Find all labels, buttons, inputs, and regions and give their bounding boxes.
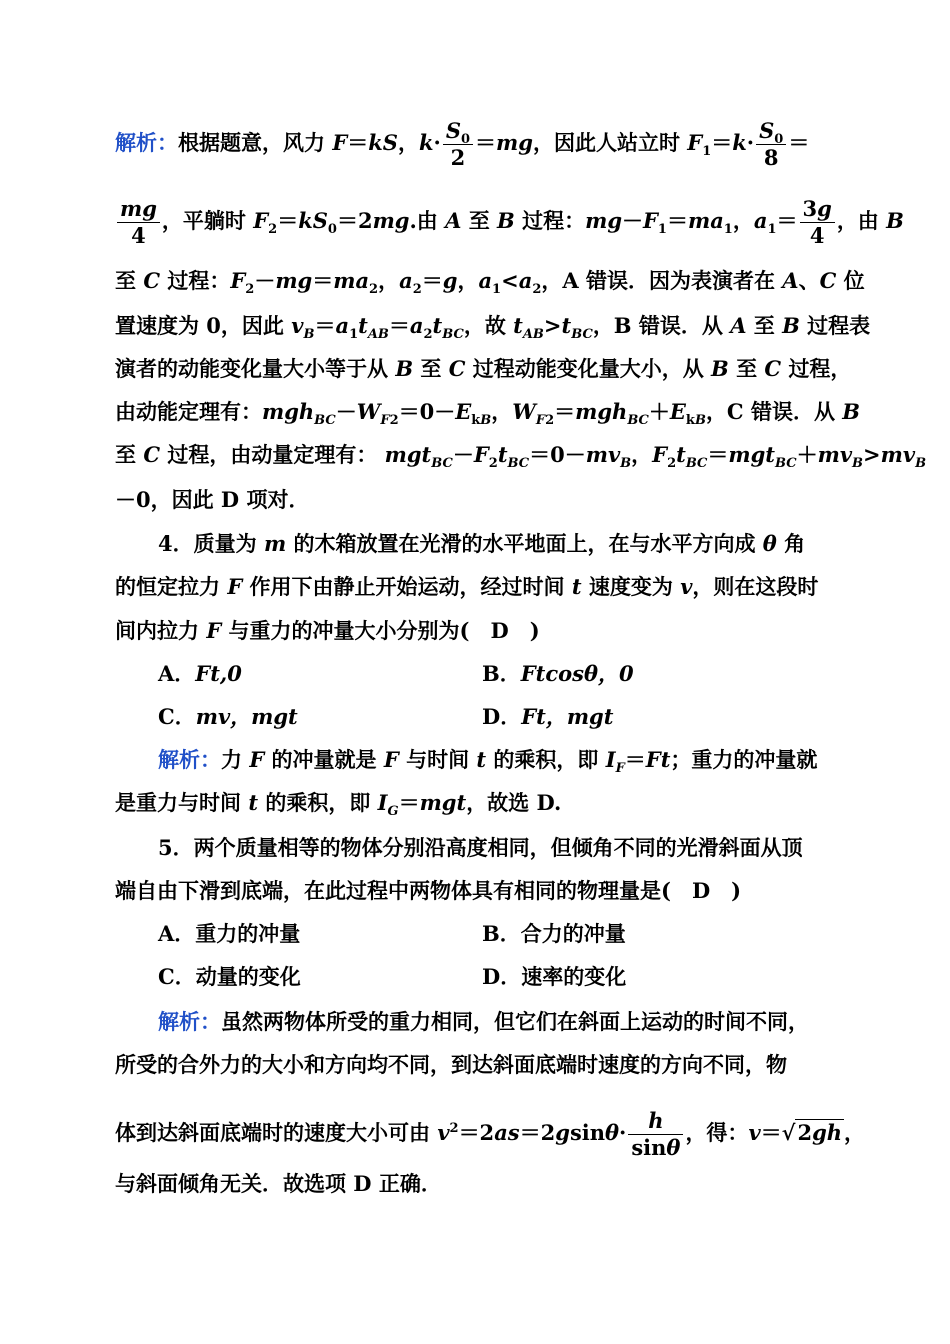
solution-3-line-6: 由动能定理有：$mgh_{BC}-W_{F2}=0-E_{kB}$，$W_{F2}=mgh_{BC}+E_{kB}$，C 错误．从 B xyxy=(115,399,861,428)
answer-5: D xyxy=(691,878,711,903)
solution-label: 解析： xyxy=(158,1009,221,1034)
solution-3-line-4: 置速度为 0，因此 $v_B=a_1t_{AB}=a_2t_{BC}$，故 $t_{AB}>t_{BC}$，B 错误．从 A 至 B 过程表 xyxy=(115,313,871,342)
solution-3-line-3: 至 C 过程：$F_2-mg=ma_2$，$a_2=g$，$a_1<a_2$，A 错误．因为表演者在 A、C 位 xyxy=(115,268,865,297)
option-a: A．Ft,0 xyxy=(158,661,242,686)
solution-3-line-8: －0，因此 D 项对． xyxy=(115,487,310,512)
question-4-line-2: 的恒定拉力 F 作用下由静止开始运动，经过时间 t 速度变为 v，则在这段时 xyxy=(115,574,819,599)
question-4-line-1: 4．质量为 m 的木箱放置在光滑的水平地面上，在与水平方向成 θ 角 xyxy=(158,531,806,556)
solution-5-line-4: 与斜面倾角无关．故选项 D 正确． xyxy=(115,1171,442,1196)
sqrt-expression: 2gh xyxy=(797,1120,843,1145)
option-c: C．动量的变化 xyxy=(158,964,301,989)
option-d: D．Ft，mgt xyxy=(482,704,614,729)
solution-3-line-2: $\frac{mg}{4}$ ，平躺时 $F_2=kS_0=2mg$.由 A 至 B 过程：$mg-F_1=ma_1$，$a_1=$ $\frac{3g}{4}$ ，由 B xyxy=(115,196,837,249)
solution-3-line-7: 至 C 过程，由动量定理有： $mgt_{BC}-F_2t_{BC}=0-mv_B$，$F_2t_{BC}=mgt_{BC}+mv_B>mv_B$ xyxy=(115,442,927,471)
fraction: $\frac{3g}{4}$ xyxy=(800,196,835,249)
fraction: $\frac{S_0}{2}$ xyxy=(443,118,473,171)
option-a: A．重力的冲量 xyxy=(158,921,301,946)
solution-4-line-2: 是重力与时间 t 的乘积，即 $I_G=mgt$，故选 D. xyxy=(115,790,562,819)
fraction: $\frac{S_0}{8}$ xyxy=(756,118,786,171)
solution-5-line-1: 解析：虽然两物体所受的重力相同，但它们在斜面上运动的时间不同， xyxy=(158,1009,809,1034)
solution-3-line-5: 演者的动能变化量大小等于从 B 至 C 过程动能变化量大小，从 B 至 C 过程， xyxy=(115,356,852,381)
solution-5-line-3: 体到达斜面底端时的速度大小可由 $v^2=2as=2gsin\theta\cdot$ $\frac{h}{\sin\theta}$ ，得：v＝√2gh， xyxy=(115,1108,866,1160)
question-5-line-1: 5．两个质量相等的物体分别沿高度相同，但倾角不同的光滑斜面从顶 xyxy=(158,835,803,860)
solution-3-line-1: 解析：根据题意，风力 F＝kS，k· $\frac{S_0}{2}$ ＝mg，因此人站立时 $F_1=k\cdot$ $\frac{S_0}{8}$ ＝ xyxy=(115,118,810,170)
solution-label: 解析： xyxy=(158,747,221,772)
fraction: $\frac{h}{\sin\theta}$ xyxy=(628,1108,683,1161)
solution-4-line-1: 解析：力 F 的冲量就是 F 与时间 t 的乘积，即 $I_F=Ft$；重力的冲量就 xyxy=(158,747,818,776)
solution-label: 解析： xyxy=(115,130,178,155)
option-b: B．Ftcosθ，0 xyxy=(482,661,634,686)
answer-4: D xyxy=(490,618,509,643)
option-d: D．速率的变化 xyxy=(482,964,627,989)
question-5-line-2: 端自由下滑到底端，在此过程中两物体具有相同的物理量是( D ) xyxy=(115,878,742,903)
solution-5-line-2: 所受的合外力的大小和方向均不同，到达斜面底端时速度的方向不同，物 xyxy=(115,1052,787,1077)
fraction: $\frac{mg}{4}$ xyxy=(117,196,160,249)
option-b: B．合力的冲量 xyxy=(482,921,626,946)
option-c: C．mv，mgt xyxy=(158,704,298,729)
question-4-line-3: 间内拉力 F 与重力的冲量大小分别为( D ) xyxy=(115,618,540,643)
